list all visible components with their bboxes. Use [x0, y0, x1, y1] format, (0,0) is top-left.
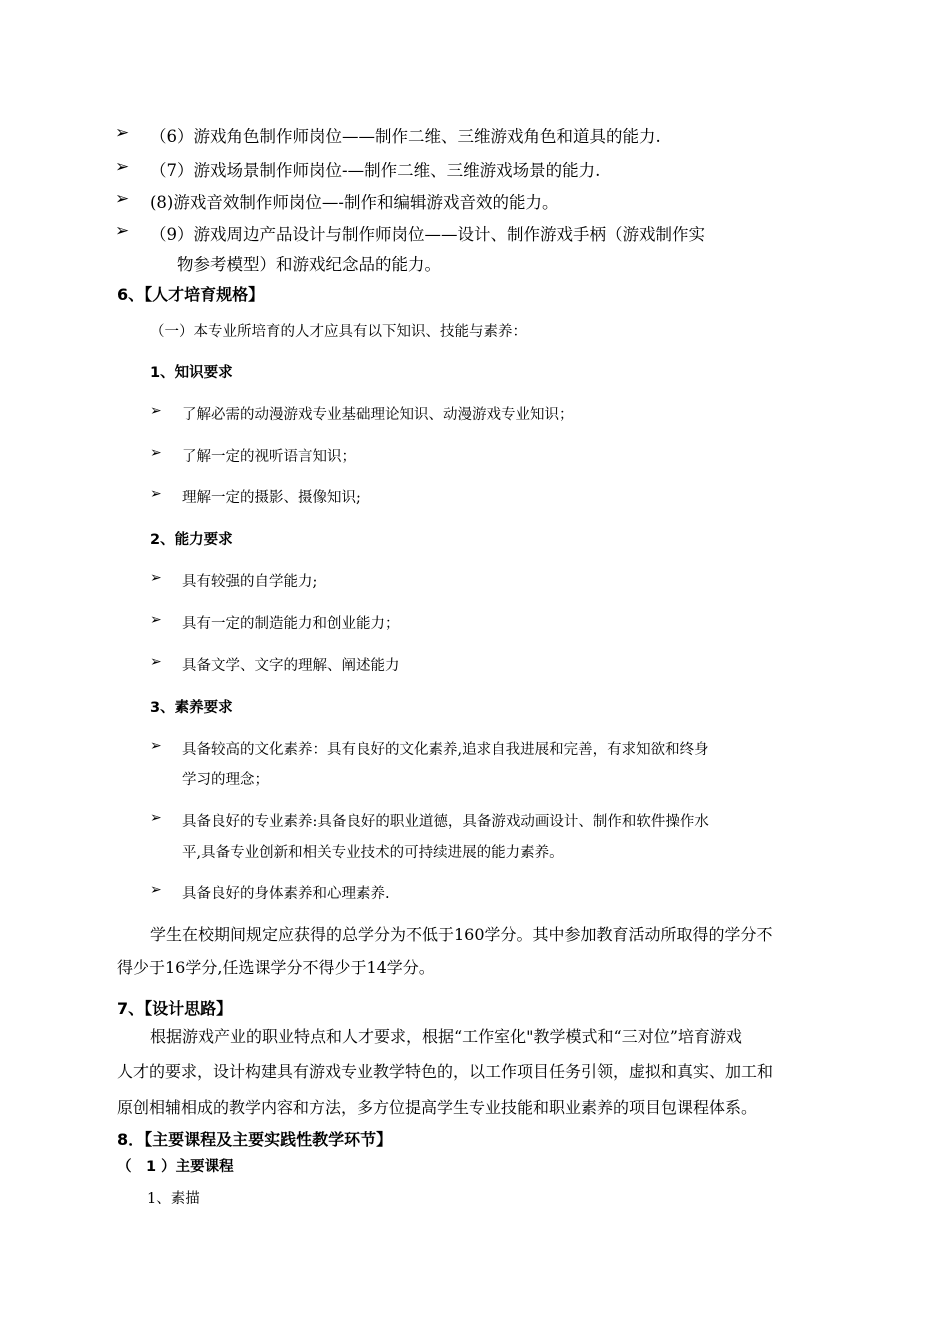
bullet-arrow-icon: ➢	[115, 157, 130, 177]
bullet-arrow-icon: ➢	[150, 654, 162, 670]
list-item-text: (8)游戏音效制作师岗位—-制作和编辑游戏音效的能力。	[150, 193, 559, 212]
subsection-heading: 1、知识要求	[150, 365, 233, 381]
bullet-arrow-icon: ➢	[150, 810, 162, 826]
paragraph-line: 学生在校期间规定应获得的总学分为不低于160学分。其中参加教育活动所取得的学分不	[150, 925, 773, 944]
list-item-text: 具有较强的自学能力;	[182, 574, 318, 590]
bullet-arrow-icon: ➢	[115, 189, 130, 209]
bullet-arrow-icon: ➢	[150, 486, 162, 502]
subsection-heading: 2、能力要求	[150, 532, 233, 548]
course-item: 1、素描	[147, 1191, 200, 1207]
bullet-arrow-icon: ➢	[150, 882, 162, 898]
list-item-text: 具备良好的身体素养和心理素养.	[182, 886, 390, 902]
subsection-heading: 3、素养要求	[150, 700, 233, 716]
section-heading: 7、【设计思路】	[117, 999, 233, 1018]
list-item-text: （6）游戏角色制作师岗位——制作二维、三维游戏角色和道具的能力.	[150, 127, 661, 146]
list-item-text: 具备文学、文字的理解、阐述能力	[182, 658, 400, 674]
bullet-arrow-icon: ➢	[150, 612, 162, 628]
bullet-arrow-icon: ➢	[115, 221, 130, 241]
list-item-text: 具有一定的制造能力和创业能力；	[182, 616, 400, 632]
list-item-text: 具备较高的文化素养：具有良好的文化素养,追求自我进展和完善，有求知欲和终身	[182, 742, 709, 758]
bullet-arrow-icon: ➢	[150, 570, 162, 586]
section-heading: 8．【主要课程及主要实践性教学环节】	[117, 1130, 393, 1149]
paragraph-line: 原创相辅相成的教学内容和方法，多方位提高学生专业技能和职业素养的项目包课程体系。	[117, 1098, 758, 1117]
list-item-text: 理解一定的摄影、摄像知识;	[182, 490, 361, 506]
bullet-arrow-icon: ➢	[150, 738, 162, 754]
paragraph-line: 人才的要求，设计构建具有游戏专业教学特色的，以工作项目任务引领，虚拟和真实、加工和	[117, 1062, 774, 1081]
bullet-arrow-icon: ➢	[115, 123, 130, 143]
list-item-text: 平,具备专业创新和相关专业技术的可持续进展的能力素养。	[182, 845, 564, 861]
list-item-text: 具备良好的专业素养:具备良好的职业道德，具备游戏动画设计、制作和软件操作水	[182, 814, 709, 830]
list-item-text: （7）游戏场景制作师岗位-—制作二维、三维游戏场景的能力.	[150, 161, 601, 180]
list-item-text: （9）游戏周边产品设计与制作师岗位——设计、制作游戏手柄（游戏制作实	[150, 225, 705, 244]
list-item-text: 学习的理念；	[182, 772, 269, 788]
list-item-text: 了解必需的动漫游戏专业基础理论知识、动漫游戏专业知识；	[182, 407, 574, 423]
subsection-heading: （ 1 ）主要课程	[117, 1159, 234, 1175]
section-intro: （一）本专业所培育的人才应具有以下知识、技能与素养：	[150, 324, 527, 340]
paragraph-line: 根据游戏产业的职业特点和人才要求，根据“工作室化"教学模式和“三对位”培育游戏	[150, 1027, 742, 1046]
list-item-text: 物参考模型）和游戏纪念品的能力。	[177, 255, 441, 274]
section-heading: 6、【人才培育规格】	[117, 285, 265, 304]
bullet-arrow-icon: ➢	[150, 445, 162, 461]
list-item-text: 了解一定的视听语言知识；	[182, 449, 356, 465]
bullet-arrow-icon: ➢	[150, 403, 162, 419]
paragraph-line: 得少于16学分,任选课学分不得少于14学分。	[117, 958, 435, 977]
